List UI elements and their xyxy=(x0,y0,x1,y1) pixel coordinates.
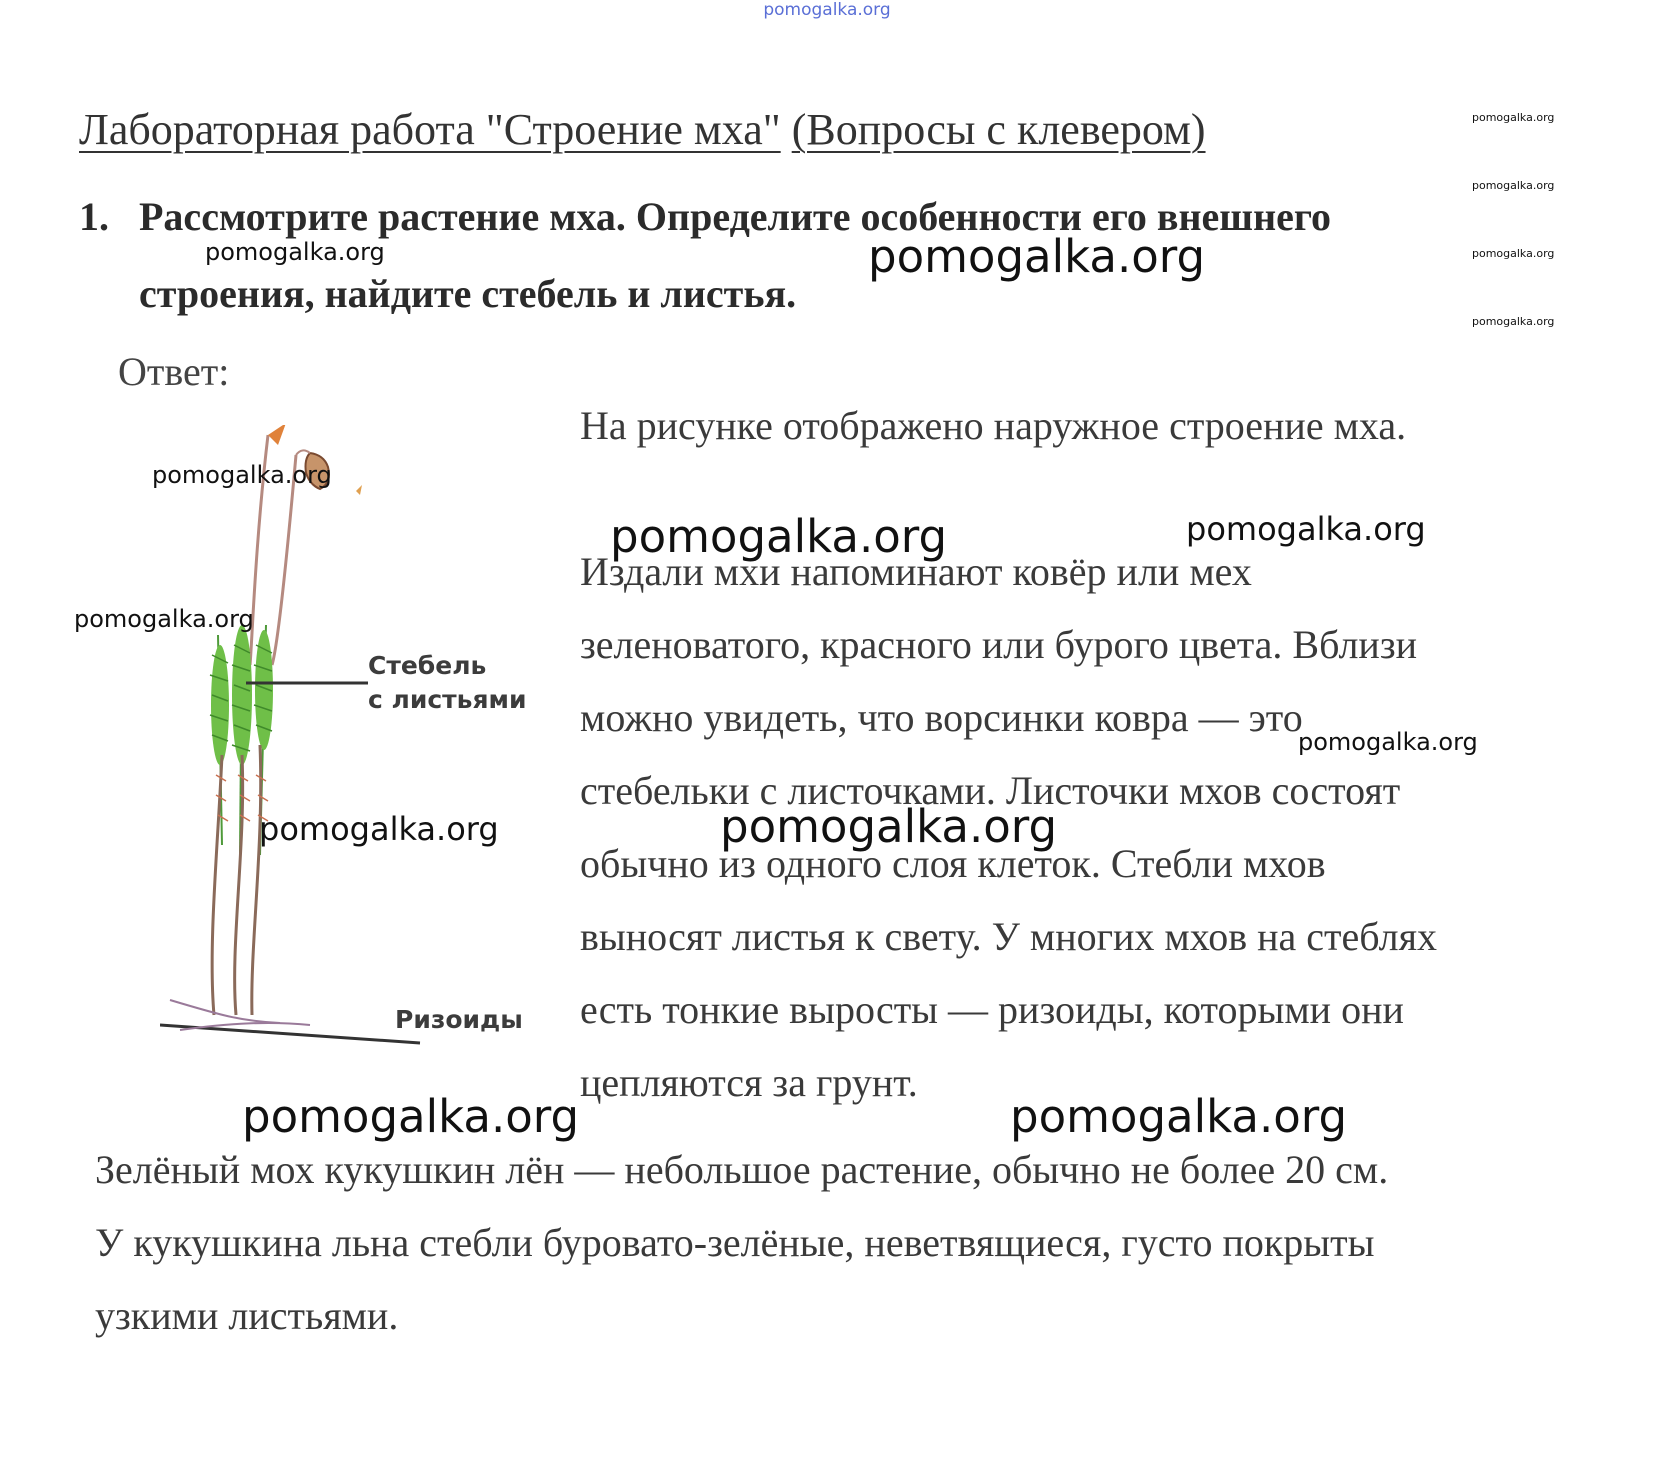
question-text-line-2: строения, найдите стебель и листья. xyxy=(139,271,797,316)
paragraph-line: можно увидеть, что ворсинки ковра — это xyxy=(580,695,1303,740)
label-stem: Стебель xyxy=(368,651,487,680)
watermark: pomogalka.org xyxy=(242,1090,580,1143)
watermark: pomogalka.org xyxy=(74,605,254,633)
watermark: pomogalka.org xyxy=(610,510,948,563)
answer-paragraph-1: На рисунке отображено наружное строение мха. xyxy=(580,403,1407,448)
watermark: pomogalka.org xyxy=(720,800,1058,853)
title-main: Лабораторная работа "Строение мха" xyxy=(79,105,781,154)
question-number: 1. xyxy=(79,194,109,239)
paragraph-line: стебельки с листочками. Листочки мхов состоят xyxy=(580,768,1401,813)
watermark: pomogalka.org xyxy=(152,461,332,489)
paragraph-line: Издали мхи напоминают ковёр или мех xyxy=(580,549,1252,594)
title-subtitle: (Вопросы с клевером) xyxy=(791,105,1206,154)
watermark-small: pomogalka.org xyxy=(1472,247,1555,260)
watermark-top: pomogalka.org xyxy=(763,0,891,20)
watermark-small: pomogalka.org xyxy=(1472,179,1555,192)
watermark-small: pomogalka.org xyxy=(1472,111,1555,124)
watermark: pomogalka.org xyxy=(1186,510,1426,548)
page-title xyxy=(79,104,1206,155)
paragraph-line: узкими листьями. xyxy=(95,1293,399,1338)
label-rhizoids: Ризоиды xyxy=(395,1005,523,1034)
watermark: pomogalka.org xyxy=(868,230,1206,283)
watermark: pomogalka.org xyxy=(205,238,385,266)
paragraph-line: выносят листья к свету. У многих мхов на стеблях xyxy=(580,914,1437,959)
label-stem-leaves: с листьями xyxy=(368,685,527,714)
question-text-line-1: Рассмотрите растение мха. Определите особенности его внешнего xyxy=(139,194,1332,239)
paragraph-line: обычно из одного слоя клеток. Стебли мхов xyxy=(580,841,1326,886)
paragraph-line: У кукушкина льна стебли буровато-зелёные, неветвящиеся, густо покрыты xyxy=(95,1220,1375,1265)
watermark-small: pomogalka.org xyxy=(1472,315,1555,328)
watermark: pomogalka.org xyxy=(1298,728,1478,756)
paragraph-line: есть тонкие выросты — ризоиды, которыми они xyxy=(580,987,1404,1032)
answer-label: Ответ: xyxy=(118,349,230,394)
watermark: pomogalka.org xyxy=(259,810,499,848)
paragraph-line: зеленоватого, красного или бурого цвета. Вблизи xyxy=(580,622,1418,667)
paragraph-line: цепляются за грунт. xyxy=(580,1060,918,1105)
capsule-icon xyxy=(268,425,286,445)
watermark: pomogalka.org xyxy=(1010,1090,1348,1143)
paragraph-line: Зелёный мох кукушкин лён — небольшое растение, обычно не более 20 см. xyxy=(95,1147,1389,1192)
